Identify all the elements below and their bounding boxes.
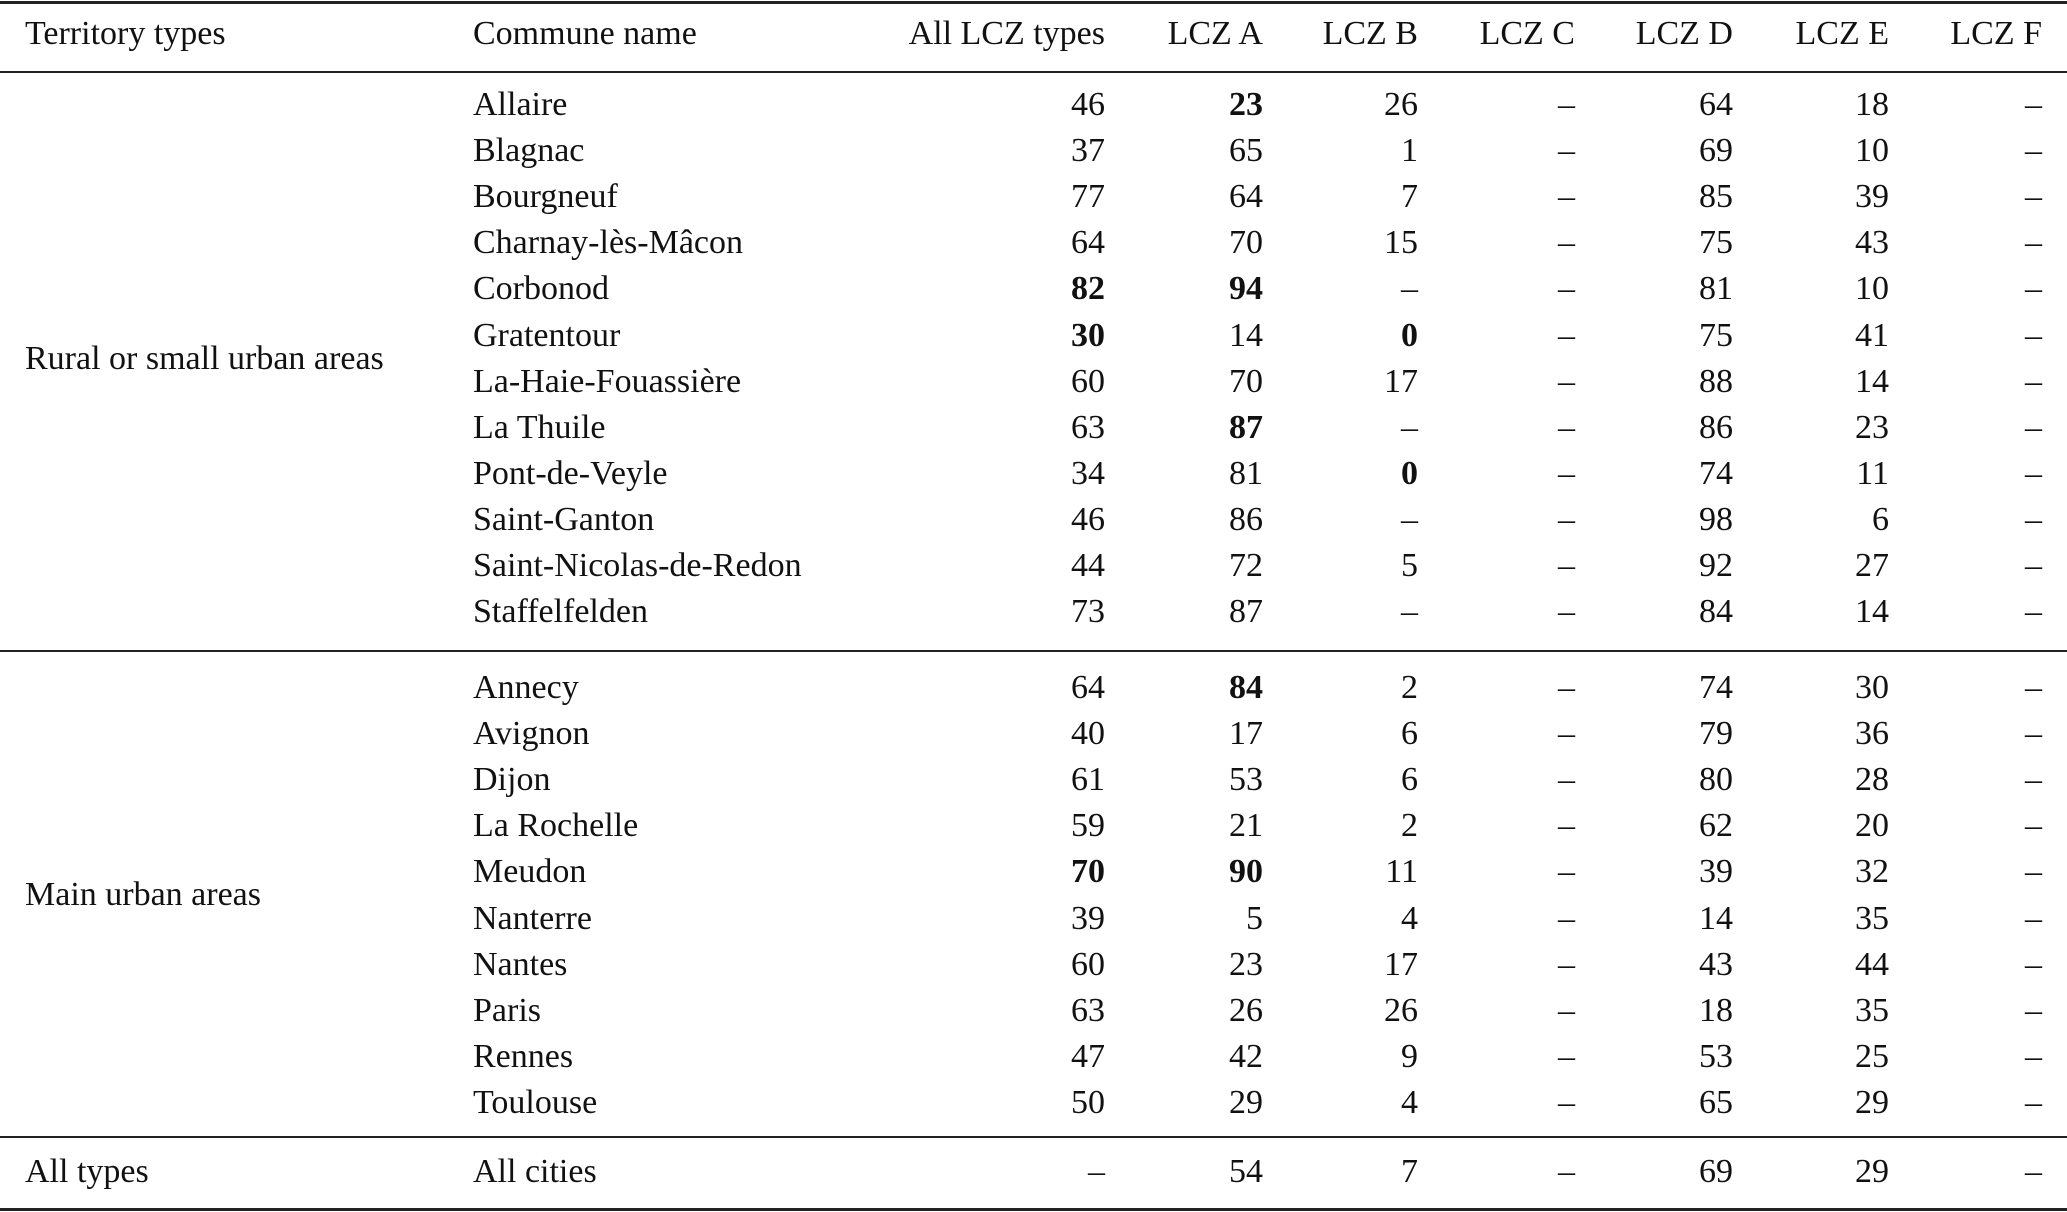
value-cell: 17 (1384, 363, 1418, 400)
value-cell: 0 (1401, 455, 1418, 492)
commune-name: Meudon (473, 853, 587, 890)
value-cell: 50 (1071, 1084, 1105, 1121)
commune-name: Bourgneuf (473, 178, 618, 215)
commune-name: Allaire (473, 86, 568, 123)
value-cell: 11 (1856, 455, 1889, 492)
value-cell: – (1558, 807, 1575, 844)
commune-name: La-Haie-Fouassière (473, 363, 742, 400)
value-cell: 25 (1855, 1038, 1889, 1075)
commune-name: Charnay-lès-Mâcon (473, 224, 744, 261)
value-cell: 98 (1699, 501, 1733, 538)
value-cell: 40 (1071, 715, 1105, 752)
value-cell: – (2025, 547, 2042, 584)
value-cell: 86 (1229, 501, 1263, 538)
value-cell: 4 (1401, 1084, 1418, 1121)
value-cell: 29 (1855, 1084, 1889, 1121)
value-cell: 88 (1699, 363, 1733, 400)
value-cell: – (1558, 715, 1575, 752)
value-cell: 6 (1401, 761, 1418, 798)
header-3: LCZ A (1167, 15, 1263, 52)
value-cell: 82 (1071, 270, 1105, 307)
value-cell: – (2025, 715, 2042, 752)
value-cell: 47 (1071, 1038, 1105, 1075)
value-cell: 80 (1699, 761, 1733, 798)
value-cell: – (1558, 900, 1575, 937)
value-cell: 0 (1401, 317, 1418, 354)
value-cell: – (1088, 1153, 1105, 1190)
rule-group-1 (0, 650, 2067, 652)
value-cell: 26 (1384, 86, 1418, 123)
value-cell: 63 (1071, 409, 1105, 446)
value-cell: – (1558, 132, 1575, 169)
value-cell: 64 (1699, 86, 1733, 123)
rule-header (0, 71, 2067, 73)
value-cell: – (2025, 669, 2042, 706)
value-cell: 23 (1229, 946, 1263, 983)
value-cell: – (2025, 853, 2042, 890)
commune-name: Nanterre (473, 900, 592, 937)
value-cell: 77 (1071, 178, 1105, 215)
value-cell: 39 (1071, 900, 1105, 937)
value-cell: 10 (1855, 270, 1889, 307)
value-cell: 64 (1071, 224, 1105, 261)
value-cell: – (1558, 1153, 1575, 1190)
value-cell: – (1558, 501, 1575, 538)
value-cell: 35 (1855, 900, 1889, 937)
value-cell: 69 (1699, 132, 1733, 169)
value-cell: – (1558, 853, 1575, 890)
value-cell: 70 (1229, 224, 1263, 261)
value-cell: 15 (1384, 224, 1418, 261)
value-cell: 14 (1855, 363, 1889, 400)
value-cell: 14 (1855, 593, 1889, 630)
value-cell: 73 (1071, 593, 1105, 630)
value-cell: 5 (1246, 900, 1263, 937)
value-cell: 43 (1699, 946, 1733, 983)
value-cell: – (2025, 501, 2042, 538)
value-cell: 46 (1071, 501, 1105, 538)
value-cell: 84 (1699, 593, 1733, 630)
value-cell: – (1558, 455, 1575, 492)
value-cell: 70 (1071, 853, 1105, 890)
value-cell: 14 (1699, 900, 1733, 937)
value-cell: – (1401, 501, 1418, 538)
commune-name: Corbonod (473, 270, 609, 307)
value-cell: 6 (1872, 501, 1889, 538)
value-cell: 86 (1699, 409, 1733, 446)
header-5: LCZ C (1479, 15, 1575, 52)
value-cell: 39 (1699, 853, 1733, 890)
value-cell: 81 (1699, 270, 1733, 307)
value-cell: 29 (1229, 1084, 1263, 1121)
commune-name: Gratentour (473, 317, 621, 354)
value-cell: – (1401, 270, 1418, 307)
value-cell: – (1401, 593, 1418, 630)
value-cell: 36 (1855, 715, 1889, 752)
value-cell: – (2025, 455, 2042, 492)
value-cell: 4 (1401, 900, 1418, 937)
value-cell: – (2025, 946, 2042, 983)
value-cell: 44 (1071, 547, 1105, 584)
value-cell: 54 (1229, 1153, 1263, 1190)
value-cell: 23 (1229, 86, 1263, 123)
value-cell: – (1558, 270, 1575, 307)
value-cell: 17 (1384, 946, 1418, 983)
territory-type: All types (25, 1153, 149, 1190)
header-4: LCZ B (1322, 15, 1418, 52)
territory-type: Main urban areas (25, 876, 262, 913)
value-cell: – (1558, 86, 1575, 123)
value-cell: 70 (1229, 363, 1263, 400)
value-cell: 61 (1071, 761, 1105, 798)
header-2: All LCZ types (908, 15, 1105, 52)
value-cell: – (1558, 547, 1575, 584)
value-cell: 60 (1071, 363, 1105, 400)
value-cell: 72 (1229, 547, 1263, 584)
value-cell: 63 (1071, 992, 1105, 1029)
value-cell: 30 (1071, 317, 1105, 354)
value-cell: 2 (1401, 669, 1418, 706)
header-1: Commune name (473, 15, 697, 52)
value-cell: 37 (1071, 132, 1105, 169)
value-cell: – (2025, 1038, 2042, 1075)
value-cell: – (2025, 761, 2042, 798)
value-cell: 17 (1229, 715, 1263, 752)
value-cell: 26 (1229, 992, 1263, 1029)
value-cell: 27 (1855, 547, 1889, 584)
commune-name: Dijon (473, 761, 551, 798)
value-cell: 65 (1229, 132, 1263, 169)
value-cell: 7 (1401, 1153, 1418, 1190)
header-8: LCZ F (1950, 15, 2042, 52)
value-cell: 42 (1229, 1038, 1263, 1075)
value-cell: – (2025, 1084, 2042, 1121)
value-cell: 84 (1229, 669, 1263, 706)
value-cell: – (2025, 178, 2042, 215)
value-cell: 44 (1855, 946, 1889, 983)
value-cell: 53 (1229, 761, 1263, 798)
value-cell: 32 (1855, 853, 1889, 890)
value-cell: – (1558, 992, 1575, 1029)
value-cell: 69 (1699, 1153, 1733, 1190)
value-cell: – (1558, 761, 1575, 798)
value-cell: 62 (1699, 807, 1733, 844)
value-cell: – (2025, 224, 2042, 261)
value-cell: 41 (1855, 317, 1889, 354)
value-cell: 14 (1229, 317, 1263, 354)
value-cell: – (2025, 409, 2042, 446)
value-cell: 75 (1699, 224, 1733, 261)
value-cell: 81 (1229, 455, 1263, 492)
commune-name: Paris (473, 992, 541, 1029)
header-0: Territory types (25, 15, 226, 52)
value-cell: 5 (1401, 547, 1418, 584)
commune-name: All cities (473, 1153, 597, 1190)
value-cell: 20 (1855, 807, 1889, 844)
value-cell: 26 (1384, 992, 1418, 1029)
value-cell: 1 (1401, 132, 1418, 169)
value-cell: 18 (1855, 86, 1889, 123)
commune-name: La Thuile (473, 409, 606, 446)
value-cell: 60 (1071, 946, 1105, 983)
value-cell: – (1558, 363, 1575, 400)
value-cell: – (2025, 900, 2042, 937)
value-cell: 6 (1401, 715, 1418, 752)
commune-name: Saint-Ganton (473, 501, 655, 538)
value-cell: – (2025, 992, 2042, 1029)
value-cell: 39 (1855, 178, 1889, 215)
value-cell: 46 (1071, 86, 1105, 123)
value-cell: – (1558, 409, 1575, 446)
value-cell: – (2025, 270, 2042, 307)
value-cell: 59 (1071, 807, 1105, 844)
rule-group-2 (0, 1136, 2067, 1138)
value-cell: 74 (1699, 455, 1733, 492)
header-6: LCZ D (1635, 15, 1733, 52)
value-cell: – (2025, 132, 2042, 169)
value-cell: – (2025, 807, 2042, 844)
value-cell: 87 (1229, 593, 1263, 630)
commune-name: Saint-Nicolas-de-Redon (473, 547, 802, 584)
value-cell: 34 (1071, 455, 1105, 492)
value-cell: 90 (1229, 853, 1263, 890)
value-cell: 7 (1401, 178, 1418, 215)
commune-name: La Rochelle (473, 807, 639, 844)
value-cell: 43 (1855, 224, 1889, 261)
value-cell: – (2025, 86, 2042, 123)
value-cell: – (1558, 1038, 1575, 1075)
value-cell: 65 (1699, 1084, 1733, 1121)
value-cell: – (1401, 409, 1418, 446)
value-cell: – (2025, 363, 2042, 400)
value-cell: 94 (1229, 270, 1263, 307)
value-cell: – (2025, 1153, 2042, 1190)
value-cell: 29 (1855, 1153, 1889, 1190)
value-cell: 11 (1385, 853, 1418, 890)
value-cell: 74 (1699, 669, 1733, 706)
value-cell: – (2025, 317, 2042, 354)
value-cell: 2 (1401, 807, 1418, 844)
value-cell: 64 (1071, 669, 1105, 706)
value-cell: 9 (1401, 1038, 1418, 1075)
value-cell: – (1558, 1084, 1575, 1121)
rule-top (0, 1, 2067, 4)
value-cell: – (1558, 224, 1575, 261)
value-cell: 75 (1699, 317, 1733, 354)
value-cell: 23 (1855, 409, 1889, 446)
commune-name: Blagnac (473, 132, 585, 169)
rule-bottom (0, 1208, 2067, 1211)
commune-name: Annecy (473, 669, 579, 706)
value-cell: 87 (1229, 409, 1263, 446)
commune-name: Toulouse (473, 1084, 598, 1121)
commune-name: Pont-de-Veyle (473, 455, 668, 492)
value-cell: 18 (1699, 992, 1733, 1029)
value-cell: 79 (1699, 715, 1733, 752)
value-cell: 30 (1855, 669, 1889, 706)
commune-name: Avignon (473, 715, 590, 752)
value-cell: – (1558, 946, 1575, 983)
commune-name: Staffelfelden (473, 593, 648, 630)
value-cell: 92 (1699, 547, 1733, 584)
value-cell: 35 (1855, 992, 1889, 1029)
value-cell: – (2025, 593, 2042, 630)
value-cell: – (1558, 178, 1575, 215)
header-7: LCZ E (1795, 15, 1889, 52)
value-cell: – (1558, 317, 1575, 354)
value-cell: 10 (1855, 132, 1889, 169)
territory-type: Rural or small urban areas (25, 340, 384, 377)
commune-name: Nantes (473, 946, 568, 983)
value-cell: 53 (1699, 1038, 1733, 1075)
value-cell: 85 (1699, 178, 1733, 215)
commune-name: Rennes (473, 1038, 574, 1075)
value-cell: – (1558, 669, 1575, 706)
value-cell: 21 (1229, 807, 1263, 844)
value-cell: 28 (1855, 761, 1889, 798)
value-cell: – (1558, 593, 1575, 630)
value-cell: 64 (1229, 178, 1263, 215)
